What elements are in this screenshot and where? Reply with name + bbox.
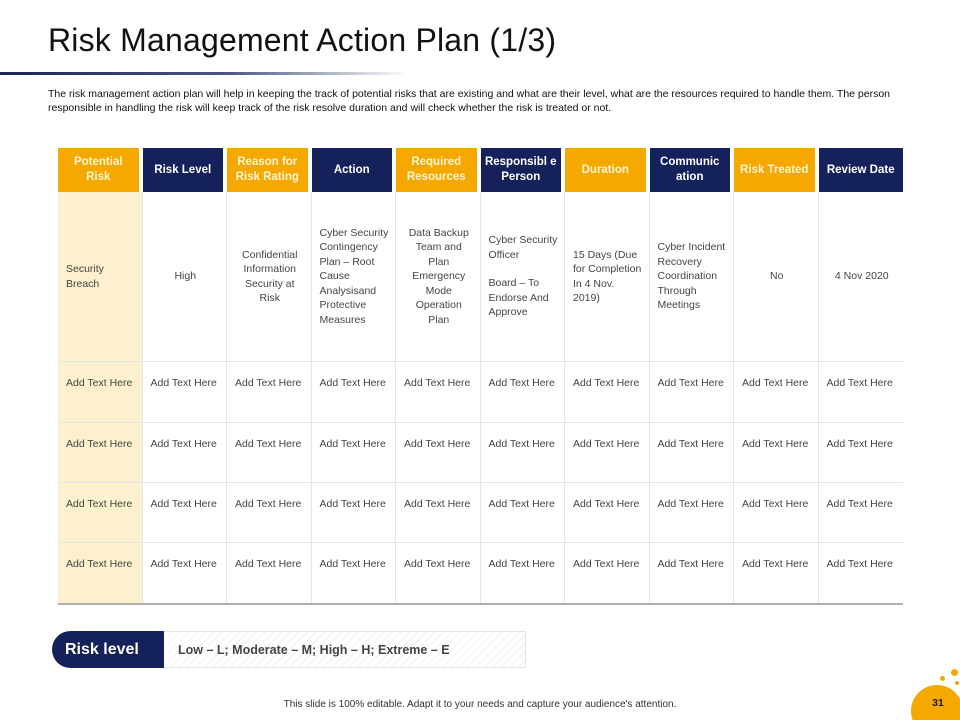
header-risk-level: Risk Level — [143, 148, 228, 192]
cell-review-date — [819, 192, 904, 361]
cell-risk-treated — [734, 192, 819, 361]
cell-text: 15 Days (Due for Completion In 4 Nov. 2019) — [573, 248, 642, 304]
decorative-dot — [955, 681, 959, 685]
placeholder-cell: Add Text Here — [481, 423, 566, 482]
placeholder-cell: Add Text Here — [143, 483, 228, 542]
placeholder-cell: Add Text Here — [826, 377, 893, 389]
cell-required-resources — [396, 192, 481, 361]
cell-reason — [227, 192, 312, 361]
placeholder-cell: Add Text Here — [826, 558, 893, 570]
placeholder-cell: Add Text Here — [734, 543, 819, 603]
header-potential-risk: Potential Risk — [58, 148, 143, 192]
header-reason-for-risk-rating: Reason for Risk Rating — [227, 148, 312, 192]
table-row — [58, 192, 903, 362]
placeholder-cell: Add Text Here — [734, 362, 819, 422]
table-row — [58, 362, 903, 423]
placeholder-cell: Add Text Here — [312, 483, 397, 542]
page-number: 31 — [932, 697, 944, 709]
table-row — [58, 543, 903, 603]
table-row — [58, 423, 903, 483]
placeholder-cell: Add Text Here — [143, 543, 228, 603]
slide-title: Risk Management Action Plan (1/3) — [48, 22, 557, 58]
placeholder-cell: Add Text Here — [396, 423, 481, 482]
placeholder-cell: Add Text Here — [227, 483, 312, 542]
placeholder-cell: Add Text Here — [826, 498, 893, 510]
cell-text: Confidential Information Security at Risk — [242, 248, 298, 304]
placeholder-cell: Add Text Here — [58, 543, 143, 603]
placeholder-cell: Add Text Here — [565, 483, 650, 542]
placeholder-cell: Add Text Here — [481, 362, 566, 422]
cell-action — [312, 192, 397, 361]
cell-text: Cyber Incident Recovery Coordination Through Meetings — [657, 241, 726, 312]
header-communication: Communic ation — [650, 148, 735, 192]
cell-text: No — [770, 270, 784, 283]
placeholder-cell: Add Text Here — [481, 483, 566, 542]
placeholder-cell: Add Text Here — [58, 483, 143, 542]
cell-text-board: Board – To Endorse And Approve — [488, 277, 549, 319]
placeholder-cell: Add Text Here — [396, 483, 481, 542]
table-header-row — [58, 148, 903, 192]
placeholder-cell: Add Text Here — [650, 423, 735, 482]
cell-text: Security Breach — [66, 263, 104, 290]
placeholder-cell: Add Text Here — [143, 362, 228, 422]
header-risk-treated: Risk Treated — [734, 148, 819, 192]
placeholder-cell: Add Text Here — [734, 423, 819, 482]
intro-paragraph: The risk management action plan will help in keeping the track of potential risks that are existing and what are their level, what are the resources required to handle them. The person responsible in handling the risk will keep track of the risk resolve duration and will check whether the risk is treated or not. — [48, 88, 891, 114]
cell-communication — [650, 192, 735, 361]
header-responsible-person: Responsibl e Person — [481, 148, 566, 192]
placeholder-cell: Add Text Here — [396, 543, 481, 603]
placeholder-cell: Add Text Here — [312, 543, 397, 603]
risk-level-label: Risk level — [52, 631, 164, 668]
table-row — [58, 483, 903, 543]
risk-level-legend: Low – L; Moderate – M; High – H; Extreme – E — [164, 631, 526, 668]
cell-text: 4 Nov 2020 — [834, 270, 889, 283]
cell-potential-risk — [58, 192, 143, 361]
placeholder-cell: Add Text Here — [481, 543, 566, 603]
placeholder-cell: Add Text Here — [734, 483, 819, 542]
action-plan-table — [58, 148, 903, 605]
decorative-dot — [951, 669, 958, 676]
placeholder-cell: Add Text Here — [58, 362, 143, 422]
placeholder-cell: Add Text Here — [650, 483, 735, 542]
placeholder-cell: Add Text Here — [312, 423, 397, 482]
header-required-resources: Required Resources — [396, 148, 481, 192]
placeholder-cell: Add Text Here — [58, 423, 143, 482]
placeholder-cell: Add Text Here — [227, 423, 312, 482]
placeholder-cell: Add Text Here — [227, 362, 312, 422]
placeholder-cell: Add Text Here — [312, 362, 397, 422]
placeholder-cell: Add Text Here — [650, 543, 735, 603]
placeholder-cell: Add Text Here — [396, 362, 481, 422]
placeholder-cell: Add Text Here — [143, 423, 228, 482]
header-action: Action — [312, 148, 397, 192]
placeholder-cell: Add Text Here — [650, 362, 735, 422]
header-review-date: Review Date — [819, 148, 904, 192]
cell-text: High — [174, 270, 197, 283]
placeholder-cell: Add Text Here — [565, 423, 650, 482]
placeholder-cell: Add Text Here — [565, 543, 650, 603]
header-duration: Duration — [565, 148, 650, 192]
cell-text: Data Backup Team and Plan Emergency Mode Operation Plan — [408, 226, 469, 326]
footer-note: This slide is 100% editable. Adapt it to your needs and capture your audience's attention. — [283, 699, 677, 710]
title-underline — [0, 72, 410, 75]
cell-text: Cyber Security Contingency Plan – Root Cause Analysisand Protective Measures — [319, 226, 389, 326]
cell-risk-level — [143, 192, 228, 361]
placeholder-cell: Add Text Here — [227, 543, 312, 603]
cell-responsible-person — [481, 192, 566, 361]
placeholder-cell: Add Text Here — [826, 438, 893, 450]
decorative-dot — [940, 676, 945, 681]
cell-text-officer: Cyber Security Officer — [488, 234, 558, 261]
cell-duration — [565, 192, 650, 361]
placeholder-cell: Add Text Here — [565, 362, 650, 422]
